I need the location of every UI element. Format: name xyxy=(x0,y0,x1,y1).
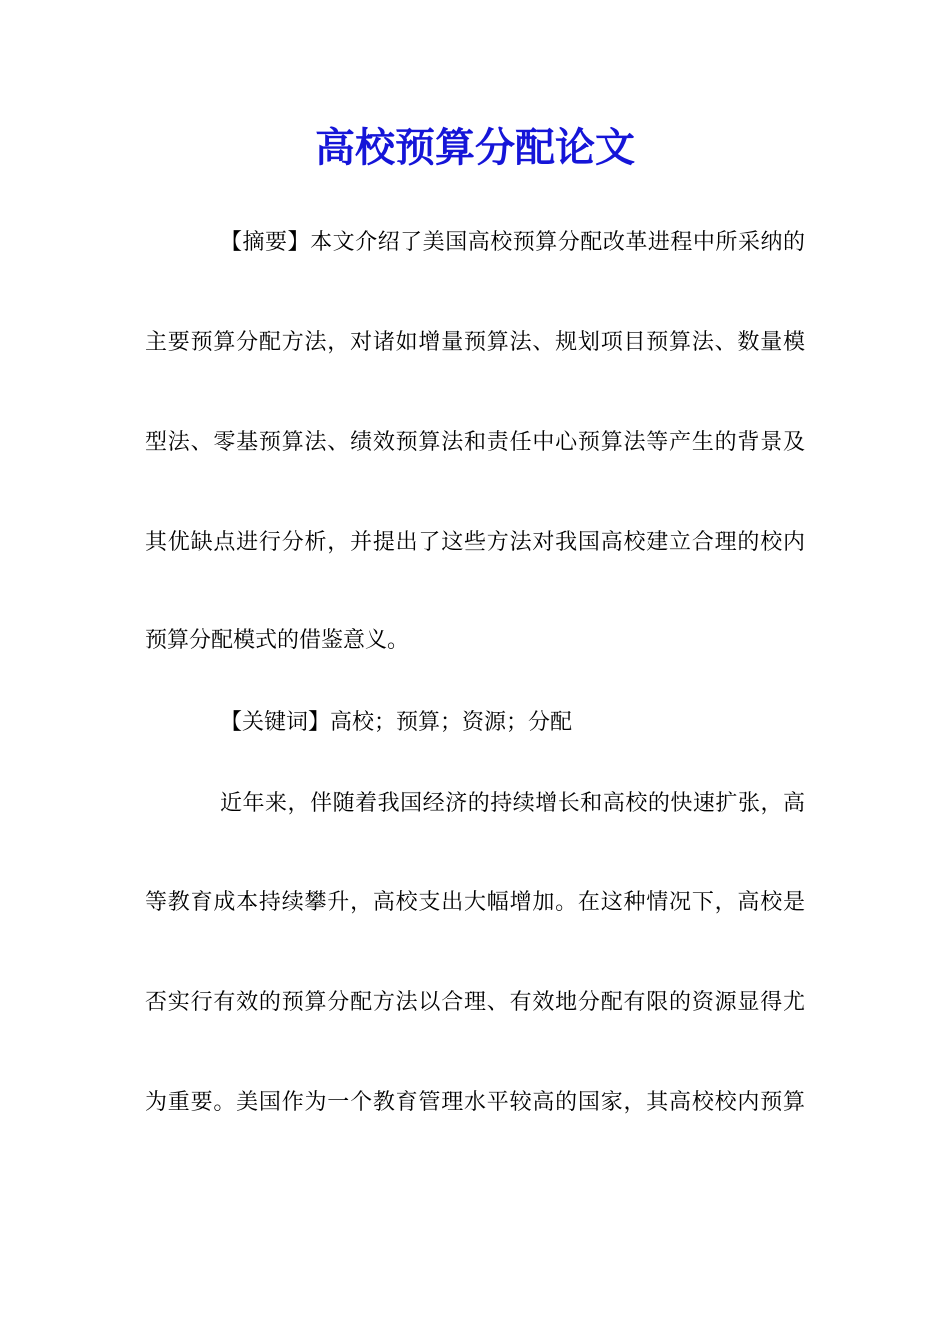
abstract-line: 型法、零基预算法、绩效预算法和责任中心预算法等产生的背景及 xyxy=(145,430,805,455)
body-line: 为重要。美国作为一个教育管理水平较高的国家，其高校校内预算 xyxy=(145,1090,805,1115)
abstract-line: 【摘要】本文介绍了美国高校预算分配改革进程中所采纳的 xyxy=(220,230,805,255)
abstract-line: 预算分配模式的借鉴意义。 xyxy=(145,628,410,653)
keywords-line: 【关键词】高校；预算；资源；分配 xyxy=(220,710,573,735)
body-line: 否实行有效的预算分配方法以合理、有效地分配有限的资源显得尤 xyxy=(145,990,805,1015)
abstract-line: 其优缺点进行分析，并提出了这些方法对我国高校建立合理的校内 xyxy=(145,530,805,555)
body-line: 近年来，伴随着我国经济的持续增长和高校的快速扩张，高 xyxy=(220,791,805,816)
body-line: 等教育成本持续攀升，高校支出大幅增加。在这种情况下，高校是 xyxy=(145,890,805,915)
document-title: 高校预算分配论文 xyxy=(315,124,635,171)
abstract-line: 主要预算分配方法，对诸如增量预算法、规划项目预算法、数量模 xyxy=(145,330,805,355)
